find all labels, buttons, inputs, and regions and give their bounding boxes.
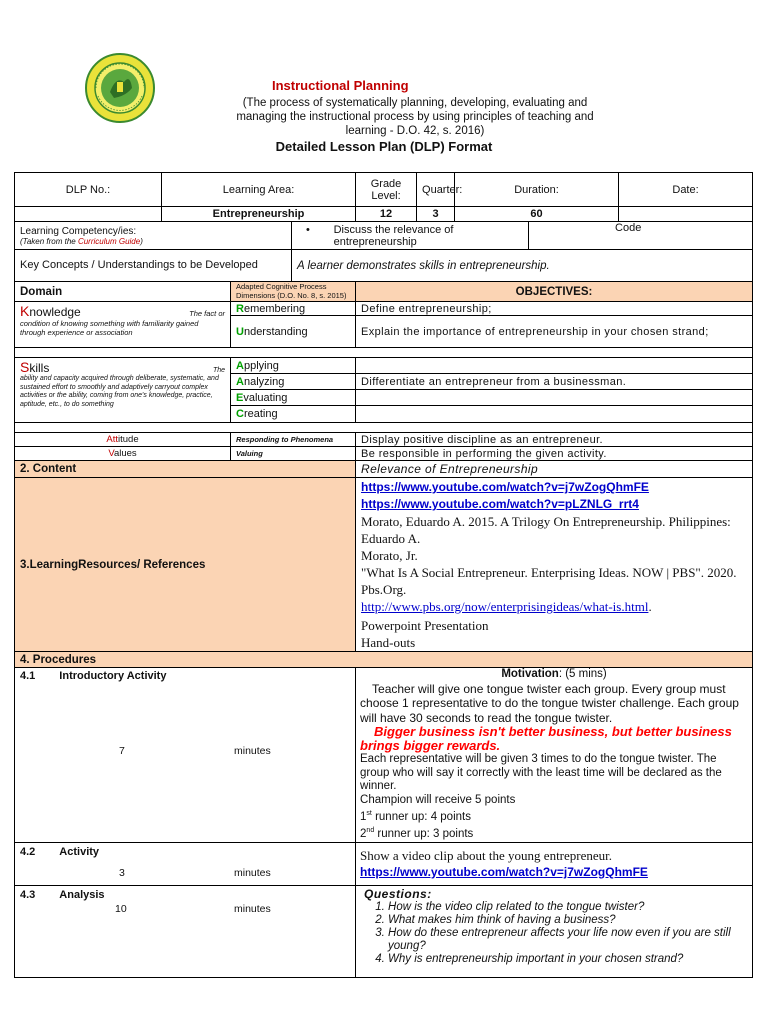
- intro-activity-cell: [15, 668, 356, 843]
- duration-value: 60: [455, 207, 619, 222]
- first-runner-points: 1st runner up: 4 points: [360, 810, 471, 823]
- values-dimension: Valuing: [231, 447, 356, 461]
- format-title: Detailed Lesson Plan (DLP) Format: [275, 139, 493, 154]
- activity-content: [356, 842, 753, 885]
- minutes-label: minutes: [234, 745, 271, 757]
- learning-area-label: Learning Area:: [162, 173, 356, 207]
- questions-label: Questions:: [364, 886, 432, 901]
- activity-video-link[interactable]: https://www.youtube.com/watch?v=j7wZogQhmFE: [360, 864, 648, 879]
- resource-link-3-line: http://www.pbs.org/now/enterprisingideas/what-is.html.: [361, 599, 652, 614]
- competency-value-cell: [292, 222, 529, 250]
- analysis-content: [356, 885, 753, 977]
- learning-area-value: Entrepreneurship: [162, 207, 356, 222]
- dlp-no-label: DLP No.:: [15, 173, 162, 207]
- skills-cell: Skills The ability and capacity acquired through deliberate, systematic, and sustained effort to smoothly and adaptively carryout complex activities or the ability, coming from one's knowledge, practice, aptitude, etc., to do something: [15, 358, 231, 423]
- bullet-icon: •: [306, 223, 310, 236]
- knowledge-description: condition of knowing something with familiarity gained through experience or association: [20, 319, 199, 337]
- reference-text: Hand-outs: [361, 635, 416, 650]
- motivation-heading: Motivation: (5 mins): [501, 668, 607, 680]
- spacer-row: [15, 423, 753, 433]
- intro-activity-content: [356, 668, 753, 843]
- intro-num: 4.1: [20, 670, 36, 682]
- grade-level-label: Grade Level:: [356, 173, 417, 207]
- skills-description: ability and capacity acquired through deliberate, systematic, and sustained effort to smoothly and adaptively carryout complex activities or the ability, coming from one's knowledge, practice, aptitude, etc., to do something: [20, 375, 219, 408]
- content-value: Relevance of Entrepreneurship: [356, 461, 753, 478]
- competency-note: (Taken from the Curriculum Guide): [20, 236, 143, 246]
- remembering-label: Remembering: [231, 302, 356, 316]
- analysis-minutes: 10: [115, 902, 127, 915]
- activity-cell: [15, 842, 356, 885]
- evaluating-objective: [356, 390, 753, 406]
- dimensions-label: Adapted Cognitive Process Dimensions (D.O. No. 8, s. 2015): [231, 282, 356, 302]
- code-label: Code: [529, 222, 753, 250]
- tongue-twister: Bigger business isn't better business, but better business brings bigger rewards.: [360, 724, 732, 753]
- procedures-label: 4. Procedures: [15, 652, 753, 668]
- applying-label: Applying: [231, 358, 356, 374]
- competency-label: Learning Competency/ies:: [20, 225, 137, 237]
- page-title: Instructional Planning: [272, 78, 409, 93]
- minutes-label: minutes: [234, 866, 271, 879]
- date-label: Date:: [619, 173, 753, 207]
- understanding-objective: Explain the importance of entrepreneurship in your chosen strand;: [356, 316, 753, 348]
- date-value: [619, 207, 753, 222]
- dlp-table: [14, 172, 753, 978]
- quarter-label: Quarter:: [417, 173, 455, 207]
- resources-label: 3.LearningResources/ References: [15, 478, 356, 652]
- objectives-label: OBJECTIVES:: [356, 282, 753, 302]
- knowledge-label: nowledge: [29, 305, 81, 319]
- page-description: (The process of systematically planning, developing, evaluating and managing the instructional process by using principles of teaching and learning - D.O. 42, s. 2016): [236, 97, 594, 137]
- activity-minutes: 3: [119, 866, 125, 879]
- resource-link-2[interactable]: https://www.youtube.com/watch?v=pLZNLG_rrt4: [361, 497, 639, 511]
- creating-objective: [356, 406, 753, 423]
- analysis-title: Analysis: [59, 888, 105, 901]
- question-item: 4. Why is entrepreneurship important in your chosen strand?: [388, 953, 748, 966]
- attitude-label: Attitude: [15, 433, 231, 447]
- spacer-row: [15, 348, 753, 358]
- minutes-label: minutes: [234, 902, 271, 915]
- activity-text: Show a video clip about the young entrepreneur.: [360, 847, 613, 863]
- competency-value: Discuss the relevance of entrepreneurship: [333, 223, 454, 248]
- dlp-no-value: [15, 207, 162, 222]
- knowledge-cell: Knowledge The fact or condition of knowing something with familiarity gained through experience or association: [15, 302, 231, 348]
- reference-text: Morato, Jr.: [361, 548, 418, 563]
- key-concepts-label: Key Concepts / Understandings to be Developed: [15, 250, 292, 282]
- activity-num: 4.2: [20, 845, 36, 858]
- question-item: 2. What makes him think of having a business?: [388, 914, 748, 927]
- key-concepts-value: A learner demonstrates skills in entrepreneurship.: [292, 250, 753, 282]
- values-label: Values: [15, 447, 231, 461]
- creating-label: Creating: [231, 406, 356, 423]
- resources-cell: [356, 478, 753, 652]
- curriculum-guide-link: Curriculum Guide: [77, 236, 141, 246]
- analysis-num: 4.3: [20, 888, 36, 901]
- activity-title: Activity: [59, 845, 100, 858]
- question-item: 3. How do these entrepreneur affects your life now even if you are still young?: [388, 927, 748, 953]
- analyzing-label: Analyzing: [231, 374, 356, 390]
- twister-instructions: Each representative will be given 3 times to do the tongue twister. The group who will say it correctly with the least time will be declared as the winner.: [360, 753, 722, 792]
- domain-label: Domain: [15, 282, 231, 302]
- reference-text: "What Is A Social Entrepreneur. Enterprising Ideas. NOW | PBS". 2020. Pbs.Org.: [361, 565, 737, 597]
- intro-title: Introductory Activity: [59, 670, 167, 682]
- duration-label: Duration:: [455, 173, 619, 207]
- attitude-objective: Display positive discipline as an entrepreneur.: [356, 433, 753, 447]
- skills-label: kills: [29, 361, 50, 375]
- attitude-dimension: Responding to Phenomena: [231, 433, 356, 447]
- intro-minutes: 7: [119, 745, 125, 757]
- resource-link-1[interactable]: https://www.youtube.com/watch?v=j7wZogQhmFE: [361, 480, 649, 494]
- remembering-objective: Define entrepreneurship;: [356, 302, 753, 316]
- content-label: 2. Content: [15, 461, 356, 478]
- questions-list: [364, 901, 748, 966]
- motivation-text: Teacher will give one tongue twister each group. Every group must choose 1 representative to do the tongue twister challenge. Each group will have 30 seconds to read the tongue twister.: [360, 681, 739, 725]
- grade-level-value: 12: [356, 207, 417, 222]
- analyzing-objective: Differentiate an entrepreneur from a businessman.: [356, 374, 753, 390]
- reference-text: Morato, Eduardo A. 2015. A Trilogy On Entrepreneurship. Philippines: Eduardo A.: [361, 514, 731, 546]
- resource-link-3[interactable]: http://www.pbs.org/now/enterprisingideas/what-is.html: [361, 599, 649, 614]
- second-runner-points: 2nd runner up: 3 points: [360, 827, 474, 841]
- question-item: 1. How is the video clip related to the tongue twister?: [388, 901, 748, 914]
- competency-cell: [15, 222, 292, 250]
- champion-points: Champion will receive 5 points: [360, 793, 516, 806]
- analysis-cell: [15, 885, 356, 977]
- values-objective: Be responsible in performing the given activity.: [356, 447, 753, 461]
- quarter-value: 3: [417, 207, 455, 222]
- understanding-label: Understanding: [231, 316, 356, 348]
- reference-text: Powerpoint Presentation: [361, 618, 489, 633]
- evaluating-label: Evaluating: [231, 390, 356, 406]
- applying-objective: [356, 358, 753, 374]
- deped-seal-logo: [84, 52, 156, 124]
